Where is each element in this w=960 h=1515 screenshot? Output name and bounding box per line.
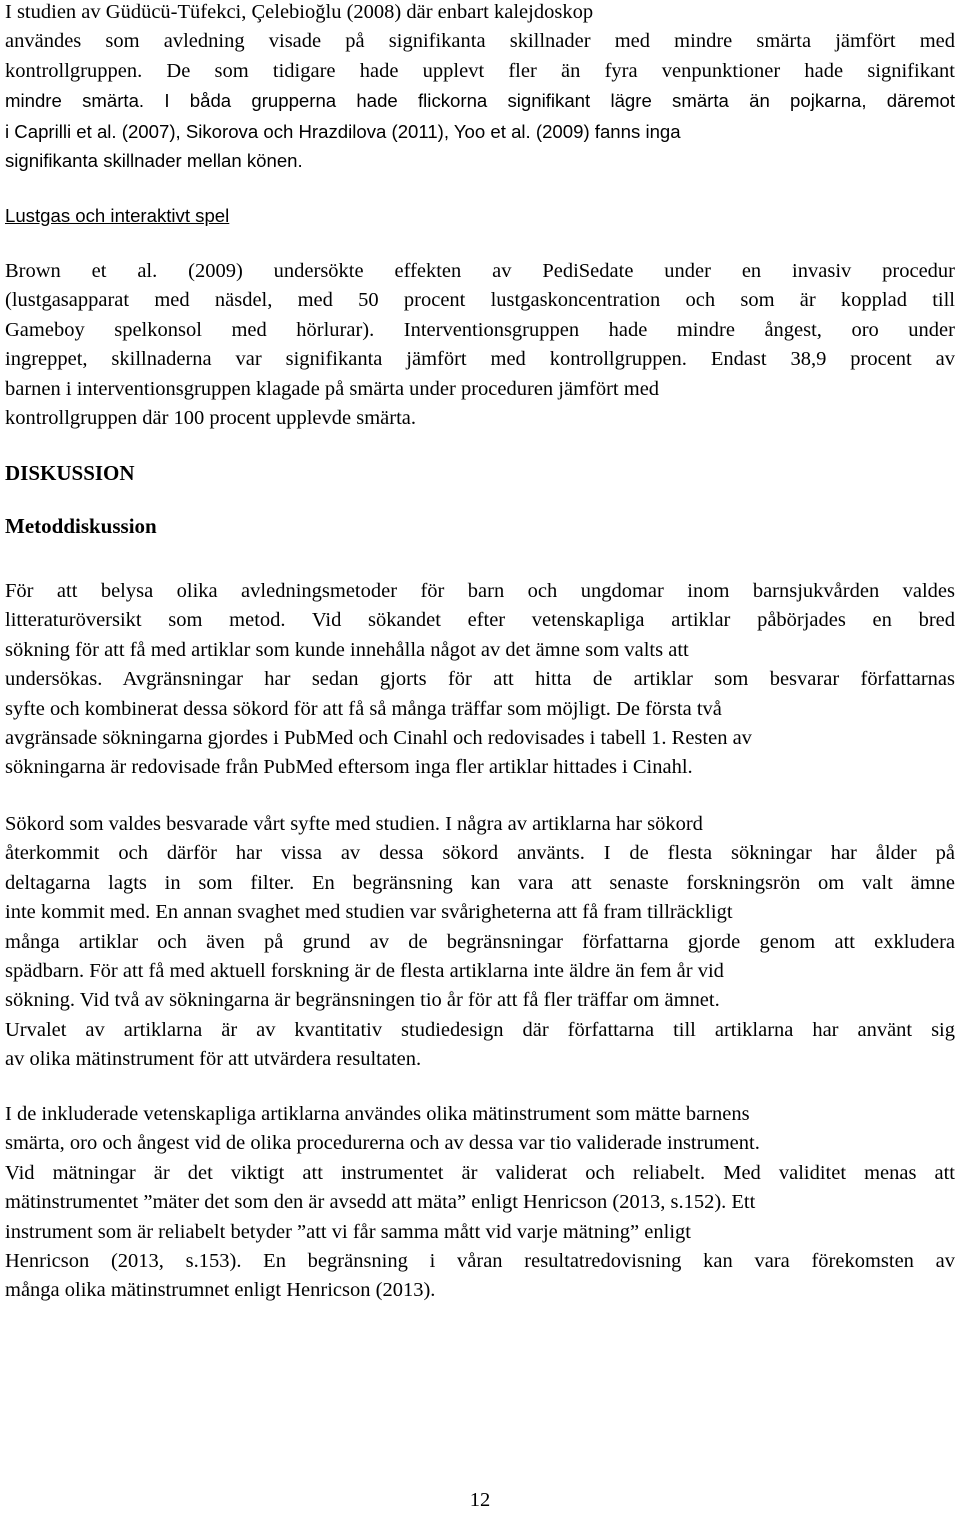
method-paragraph-2: [5, 810, 955, 1075]
text-line: syfte och kombinerat dessa sökord för att få så många träffar som möjligt. De första två: [5, 697, 722, 720]
section-heading: DISKUSSION: [5, 461, 135, 485]
text-line: (lustgasapparat med näsdel, med 50 procent lustgaskoncentration och som är kopplad till: [5, 289, 955, 312]
text-line: i Caprilli et al. (2007), Sikorova och Hrazdilova (2011), Yoo et al. (2009) fanns inga: [5, 120, 681, 142]
page-number: 12: [469, 1489, 491, 1511]
text-line: kontrollgruppen. De som tidigare hade upplevt fler än fyra venpunktioner hade signifikant: [5, 59, 955, 82]
sub-section-heading: Metoddiskussion: [5, 514, 157, 538]
method-paragraph-1: [5, 577, 955, 783]
method-paragraph-3: [5, 1100, 955, 1306]
text-line: mätinstrumentet ”mäter det som den är avsedd att mäta” enligt Henricson (2013, s.152). Ett: [5, 1191, 756, 1214]
text-line: Vid mätningar är det viktigt att instrumentet är validerat och reliabelt. Med validitet menas att: [5, 1161, 955, 1184]
text-line: kontrollgruppen där 100 procent upplevde smärta.: [5, 407, 417, 430]
text-line: spädbarn. För att få med aktuell forskning är de flesta artiklarna inte äldre än fem år vid: [5, 960, 724, 983]
text-line: många artiklar och även på grund av de begränsningar författarna gjorde genom att exkludera: [5, 930, 955, 953]
text-line: avgränsade sökningarna gjordes i PubMed och Cinahl och redovisades i tabell 1. Resten av: [5, 727, 752, 750]
text-line: sökning. Vid två av sökningarna är begränsningen tio år för att få fler träffar om ämnet.: [5, 989, 720, 1012]
text-line: Brown et al. (2009) undersökte effekten av PediSedate under en invasiv procedur: [5, 260, 955, 282]
text-line: barnen i interventionsgruppen klagade på smärta under proceduren jämfört med: [5, 377, 660, 400]
intro-paragraph: [5, 0, 955, 175]
text-line: av olika mätinstrument för att utvärdera resultaten.: [5, 1048, 422, 1071]
text-run: I båda grupperna hade flickorna signifikant lägre smärta än pojkarna, däremot: [164, 90, 955, 112]
text-line: Sökord som valdes besvarade vårt syfte med studien. I några av artiklarna har sökord: [5, 813, 703, 835]
text-line: återkommit och därför har vissa av dessa sökord använts. I de flesta sökningar har ålder på: [5, 842, 955, 865]
text-line: ingreppet, skillnaderna var signifikanta jämfört med kontrollgruppen. Endast 38,9 procent av: [5, 348, 955, 371]
brown-paragraph: [5, 257, 955, 433]
text-line: inte kommit med. En annan svaghet med studien var svårigheterna att få fram tillräckligt: [5, 901, 733, 924]
text-line: sökningarna är redovisade från PubMed eftersom inga fler artiklar hittades i Cinahl.: [5, 756, 693, 779]
text-line: många olika mätinstrumnet enligt Henricson (2013).: [5, 1279, 436, 1302]
text-line: instrument som är reliabelt betyder ”att vi får samma mått vid varje mätning” enligt: [5, 1220, 691, 1243]
text-line: sökning för att få med artiklar som kunde innehålla något av det ämne som valts att: [5, 638, 689, 661]
text-line: signifikanta skillnader mellan könen.: [5, 150, 303, 172]
text-line: Henricson (2013, s.153). En begränsning i våran resultatredovisning kan vara förekomsten av: [5, 1250, 955, 1273]
text-line: användes som avledning visade på signifikanta skillnader med mindre smärta jämfört med: [5, 30, 955, 53]
text-line: Gameboy spelkonsol med hörlurar). Interventionsgruppen hade mindre ångest, oro under: [5, 318, 955, 341]
text-line: Urvalet av artiklarna är av kvantitativ studiedesign där författarna till artiklarna har använt sig: [5, 1018, 955, 1041]
text-line: undersökas. Avgränsningar har sedan gjorts för att hitta de artiklar som besvarar författarnas: [5, 668, 955, 691]
text-line: deltagarna lagts in som filter. En begränsning kan vara att senaste forskningsrön om valt ämne: [5, 871, 955, 894]
text-line: [5, 86, 955, 116]
text-line: litteraturöversikt som metod. Vid sökandet efter vetenskapliga artiklar påbörjades en bred: [5, 609, 955, 632]
text-line: I studien av Güdücü-Tüfekci, Çelebioğlu (2008) där enbart kalejdoskop: [5, 1, 594, 23]
subheading-lustgas: Lustgas och interaktivt spel: [5, 205, 230, 226]
text-line: För att belysa olika avledningsmetoder för barn och ungdomar inom barnsjukvården valdes: [5, 580, 955, 602]
text-line: I de inkluderade vetenskapliga artiklarna användes olika mätinstrument som mätte barnens: [5, 1103, 750, 1125]
text-line: smärta, oro och ångest vid de olika procedurerna och av dessa var tio validerade instrument.: [5, 1132, 760, 1155]
text-run: mindre smärta.: [5, 90, 165, 112]
